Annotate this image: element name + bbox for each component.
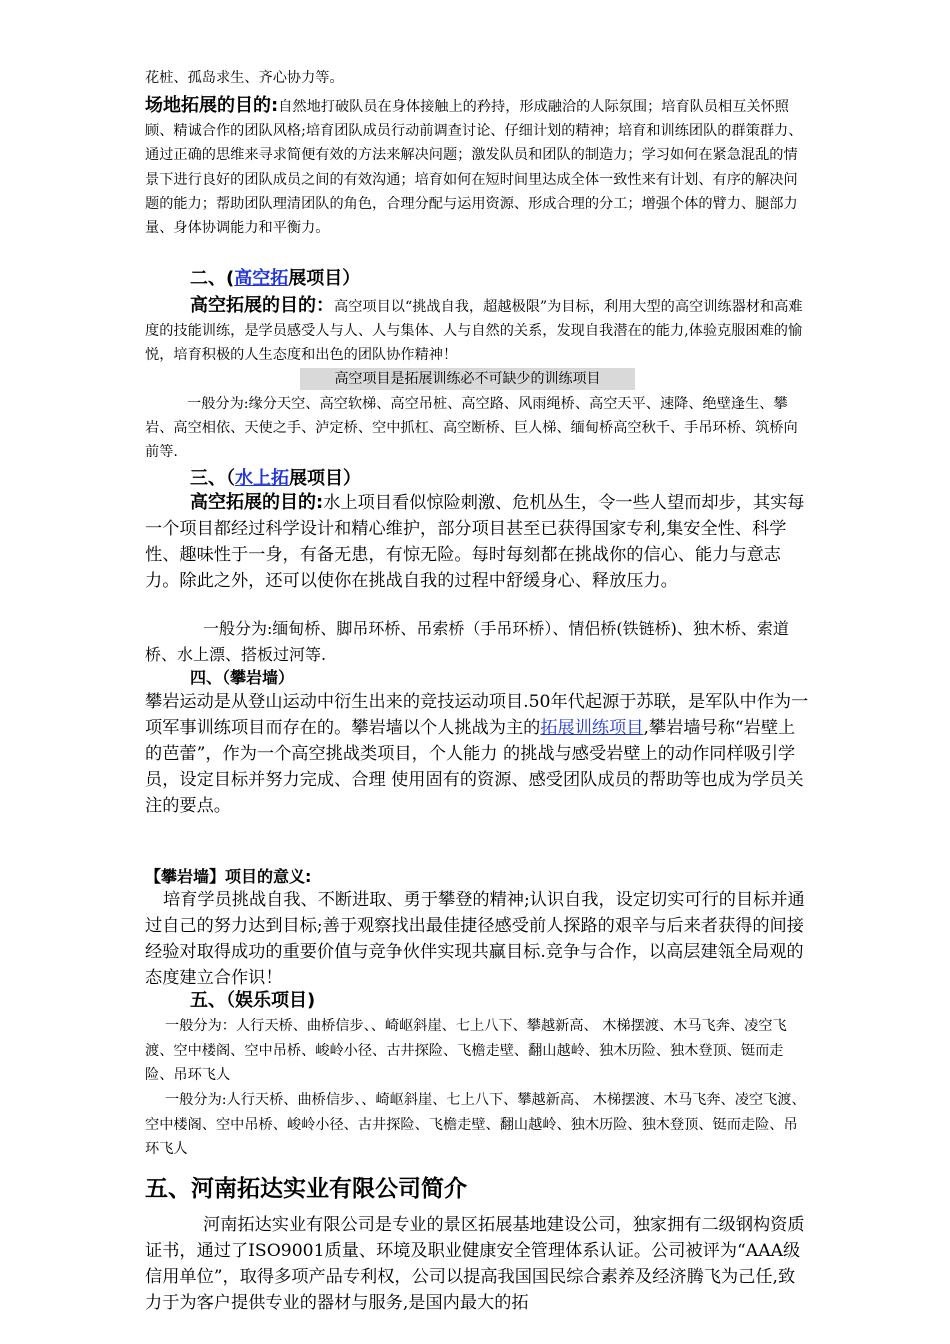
section-3-link[interactable]: 水上拓 [235,468,289,489]
section-2-prefix: 二、( [190,268,235,289]
company-heading: 五、河南拓达实业有限公司简介 [145,1176,467,1202]
high-purpose-text: 高空项目以“挑战自我，超越极限”为目标，利用大型的高空训练器材和高难度的技能训练，是学员感受人与人、人与集体、人与自然的关系，发现自我潜在的能力,体验克服困难的愉悦，培育积极的人生态度和出色的团队协作精神！ [145,299,803,364]
section-3-prefix: 三、（ [190,468,235,489]
company-intro: 河南拓达实业有限公司是专业的景区拓展基地建设公司，独家拥有二级钢构资质证书，通过了ISO9001质量、环境及职业健康安全管理体系认证。公司被评为“AAA级信用单位”，取得多项产品专利权，公司以提高我国国民综合素养及经济腾飞为己任,致力于为客户提供专业的器材与服务,是国内最大的拓 [145,1215,805,1313]
highlight-note: 高空项目是拓展训练必不可缺少的训练项目 [300,368,635,390]
water-purpose-text: 水上项目看似惊险刺激、危机丛生，令一些人望而却步，其实每一个项目都经过科学设计和精心维护，部分项目甚至已获得国家专利,集安全性、科学性、趣味性于一身，有备无患，有惊无险。每时每刻都在挑战你的信心、能力与意志力。除此之外，还可以使你在挑战自我的过程中舒缓身心、释放压力。 [145,493,805,591]
section-4-heading: 四、（攀岩墙） [190,668,295,687]
section-3-suffix: 展项目） [289,468,361,489]
entertainment-categories-1: 一般分为：人行天桥、曲桥信步、、崎岖斜崖、七上八下、攀越新高、 木梯摆渡、木马飞奔、凌空飞渡、空中楼阁、空中吊桥、峻岭小径、古井探险、飞檐走壁、翻山越岭、独木历险、独木登顶、铤而走险、吊环飞人 [145,1018,787,1083]
training-project-link[interactable]: 拓展训练项目 [540,717,644,738]
climbing-paragraph [145,690,810,820]
field-purpose-label: 场地拓展的目的: [145,95,279,116]
section-2-heading [190,266,360,292]
intro-line: 花桩、孤岛求生、齐心协力等。 [145,70,344,86]
section-2-link[interactable]: 高空拓 [234,268,289,289]
water-purpose-paragraph [145,490,810,595]
section-5-heading: 五、（娱乐项目) [190,990,316,1011]
field-purpose-text: 自然地打破队员在身体接触上的矜持，形成融洽的人际氛围；培育队员相互关怀照顾、精诚合作的团队风格;培育团队成员行动前调查讨论、仔细计划的精神；培育和训练团队的群策群力、通过正确的思维来寻求简便有效的方法来解决问题；激发队员和团队的制造力；学习如何在紧急混乱的情景下进行良好的团队成员之间的有效沟通；培育如何在短时间里达成全体一致性来有计划、有序的解决问题的能力；帮助团队理清团队的角色，合理分配与运用资源、形成合理的分工；增强个体的臂力、腿部力量、身体协调能力和平衡力。 [145,99,803,237]
water-categories: 一般分为:缅甸桥、脚吊环桥、吊索桥（手吊环桥）、情侣桥(铁链桥)、独木桥、索道桥、水上漂、搭板过河等. [145,619,789,664]
climbing-text-before: 攀岩运动是从登山运动中衍生出来的竞技运动项目.50年代起源于苏联，是军队中作为一项军事训练项目而存在的。攀岩墙以个人挑战为主的 [145,692,809,738]
field-purpose-paragraph [145,94,810,240]
climbing-meaning-label: 【攀岩墙】项目的意义: [145,867,312,886]
high-purpose-paragraph [145,294,810,368]
high-categories: 一般分为:缘分天空、高空软梯、高空吊桩、高空路、风雨绳桥、高空天平、速降、绝壁逢生、攀岩、高空相依、天使之手、泸定桥、空中抓杠、高空断桥、巨人梯、缅甸桥高空秋千、手吊环桥、筑桥向前等. [145,396,798,461]
climbing-meaning-text: 培育学员挑战自我、不断进取、勇于攀登的精神;认识自我，设定切实可行的目标并通过自己的努力达到目标;善于观察找出最佳捷径感受前人探路的艰辛与后来者获得的间接经验对取得成功的重要价值与竞争伙伴实现共赢目标.竞争与合作，以高层建瓴全局观的态度建立合作识！ [145,890,805,988]
high-purpose-label: 高空拓展的目的： [190,295,334,316]
climbing-text-after: ,攀岩墙号称“岩壁上的芭蕾”，作为一个高空挑战类项目，个人能力 的挑战与感受岩壁上的动作同样吸引学员，设定目标并努力完成、合理 使用固有的资源、感受团队成员的帮助等也成为学员关注的要点。 [145,717,804,816]
section-3-heading [190,466,361,492]
entertainment-categories-2: 一般分为:人行天桥、曲桥信步、、崎岖斜崖、七上八下、攀越新高、 木梯摆渡、木马飞奔、凌空飞渡、空中楼阁、空中吊桥、峻岭小径、古井探险、飞檐走壁、翻山越岭、独木历险、独木登顶、铤而走险、吊环飞人 [145,1092,806,1157]
section-2-suffix: 展项目） [288,268,361,289]
water-purpose-label: 高空拓展的目的: [190,492,324,513]
